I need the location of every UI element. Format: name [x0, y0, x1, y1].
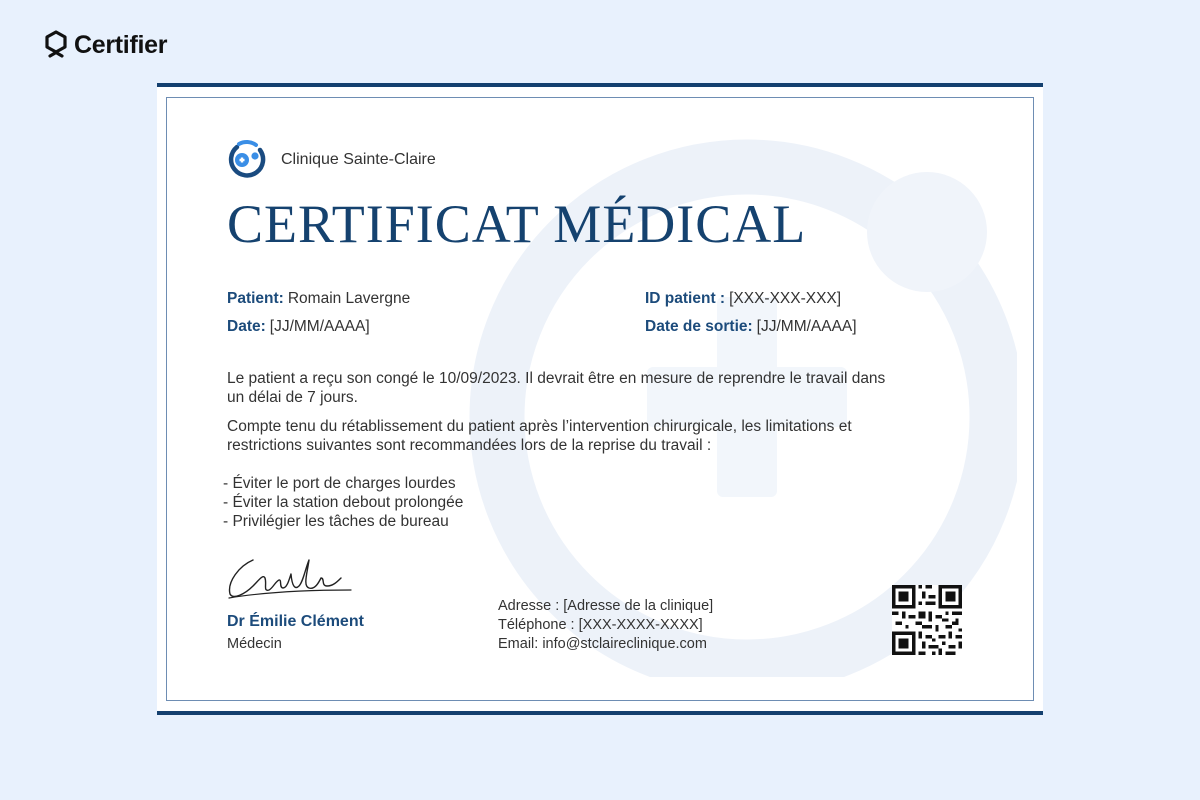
date-field	[227, 318, 370, 336]
discharge-date-label: Date de sortie:	[645, 318, 753, 335]
clinic-name: Clinique Sainte-Claire	[281, 151, 436, 168]
clinic-logo-icon	[227, 140, 267, 180]
date-label: Date:	[227, 318, 266, 335]
doctor-role: Médecin	[227, 636, 282, 652]
patient-id-label: ID patient :	[645, 290, 726, 307]
discharge-paragraph: Le patient a reçu son congé le 10/09/2023. Il devrait être en mesure de reprendre le travail dans un délai de 7 jours.	[227, 370, 886, 406]
contact-email: Email: info@stclaireclinique.com	[498, 636, 707, 652]
brand-name: Certifier	[74, 30, 168, 59]
restriction-item: - Éviter le port de charges lourdes	[223, 475, 456, 492]
patient-id-value: [XXX-XXX-XXX]	[729, 290, 842, 307]
date-value: [JJ/MM/AAAA]	[269, 318, 370, 335]
doctor-signature	[225, 552, 355, 602]
discharge-date-value: [JJ/MM/AAAA]	[756, 318, 857, 335]
contact-address: Adresse : [Adresse de la clinique]	[498, 598, 714, 614]
contact-phone: Téléphone : [XXX-XXXX-XXXX]	[498, 617, 703, 633]
certifier-logo-icon	[44, 30, 68, 60]
patient-label: Patient:	[227, 290, 284, 307]
restrictions-intro-paragraph: Compte tenu du rétablissement du patient après l’intervention chirurgicale, les limitations et restrictions suivantes sont recommandées lors de la reprise du travail :	[227, 418, 852, 454]
restrictions-list	[223, 474, 463, 531]
restriction-item: - Privilégier les tâches de bureau	[223, 513, 449, 530]
certificate-title: CERTIFICAT MÉDICAL	[227, 194, 807, 254]
certifier-brand	[44, 28, 167, 62]
medical-certificate	[157, 83, 1043, 715]
discharge-date-field	[645, 318, 857, 336]
patient-field	[227, 290, 410, 308]
patient-id-field	[645, 290, 841, 308]
patient-value: Romain Lavergne	[287, 290, 411, 307]
clinic-header	[227, 140, 436, 180]
qr-code-icon	[892, 585, 962, 655]
clinic-contact	[498, 597, 713, 654]
doctor-name: Dr Émilie Clément	[227, 613, 364, 630]
restriction-item: - Éviter la station debout prolongée	[223, 494, 464, 511]
